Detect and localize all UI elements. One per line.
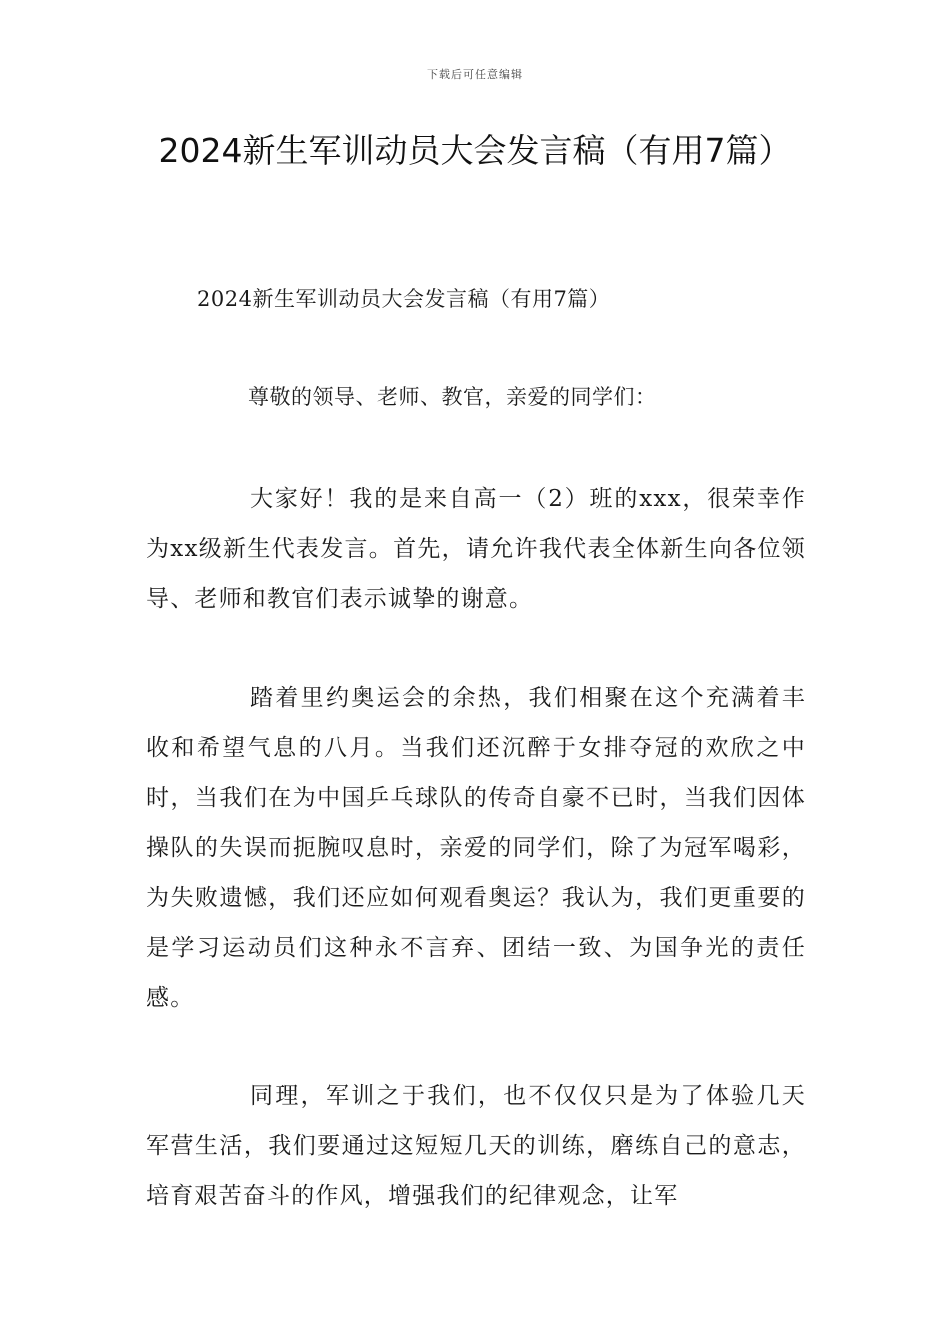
document-title: 2024新生军训动员大会发言稿（有用7篇）	[158, 131, 792, 170]
document-subtitle: 2024新生军训动员大会发言稿（有用7篇）	[197, 287, 611, 311]
salutation: 尊敬的领导、老师、教官，亲爱的同学们：	[248, 385, 657, 409]
paragraph-2: 踏着里约奥运会的余热，我们相聚在这个充满着丰收和希望气息的八月。当我们还沉醉于女排夺冠的欢欣之中时，当我们在为中国乒乓球队的传奇自豪不已时，当我们因体操队的失误而扼腕叹息时，亲爱的同学们，除了为冠军喝彩，为失败遗憾，我们还应如何观看奥运？我认为，我们更重要的是学习运动员们这种永不言弃、团结一致、为国争光的责任感。	[146, 685, 806, 1011]
paragraph-1: 大家好！我的是来自高一（2）班的xxx，很荣幸作为xx级新生代表发言。首先，请允许我代表全体新生向各位领导、老师和教官们表示诚挚的谢意。	[146, 486, 806, 612]
paragraph-3: 同理，军训之于我们，也不仅仅只是为了体验几天军营生活，我们要通过这短短几天的训练，磨练自己的意志，培育艰苦奋斗的作风，增强我们的纪律观念，让军	[146, 1083, 806, 1209]
header-note: 下载后可任意编辑	[427, 68, 523, 81]
